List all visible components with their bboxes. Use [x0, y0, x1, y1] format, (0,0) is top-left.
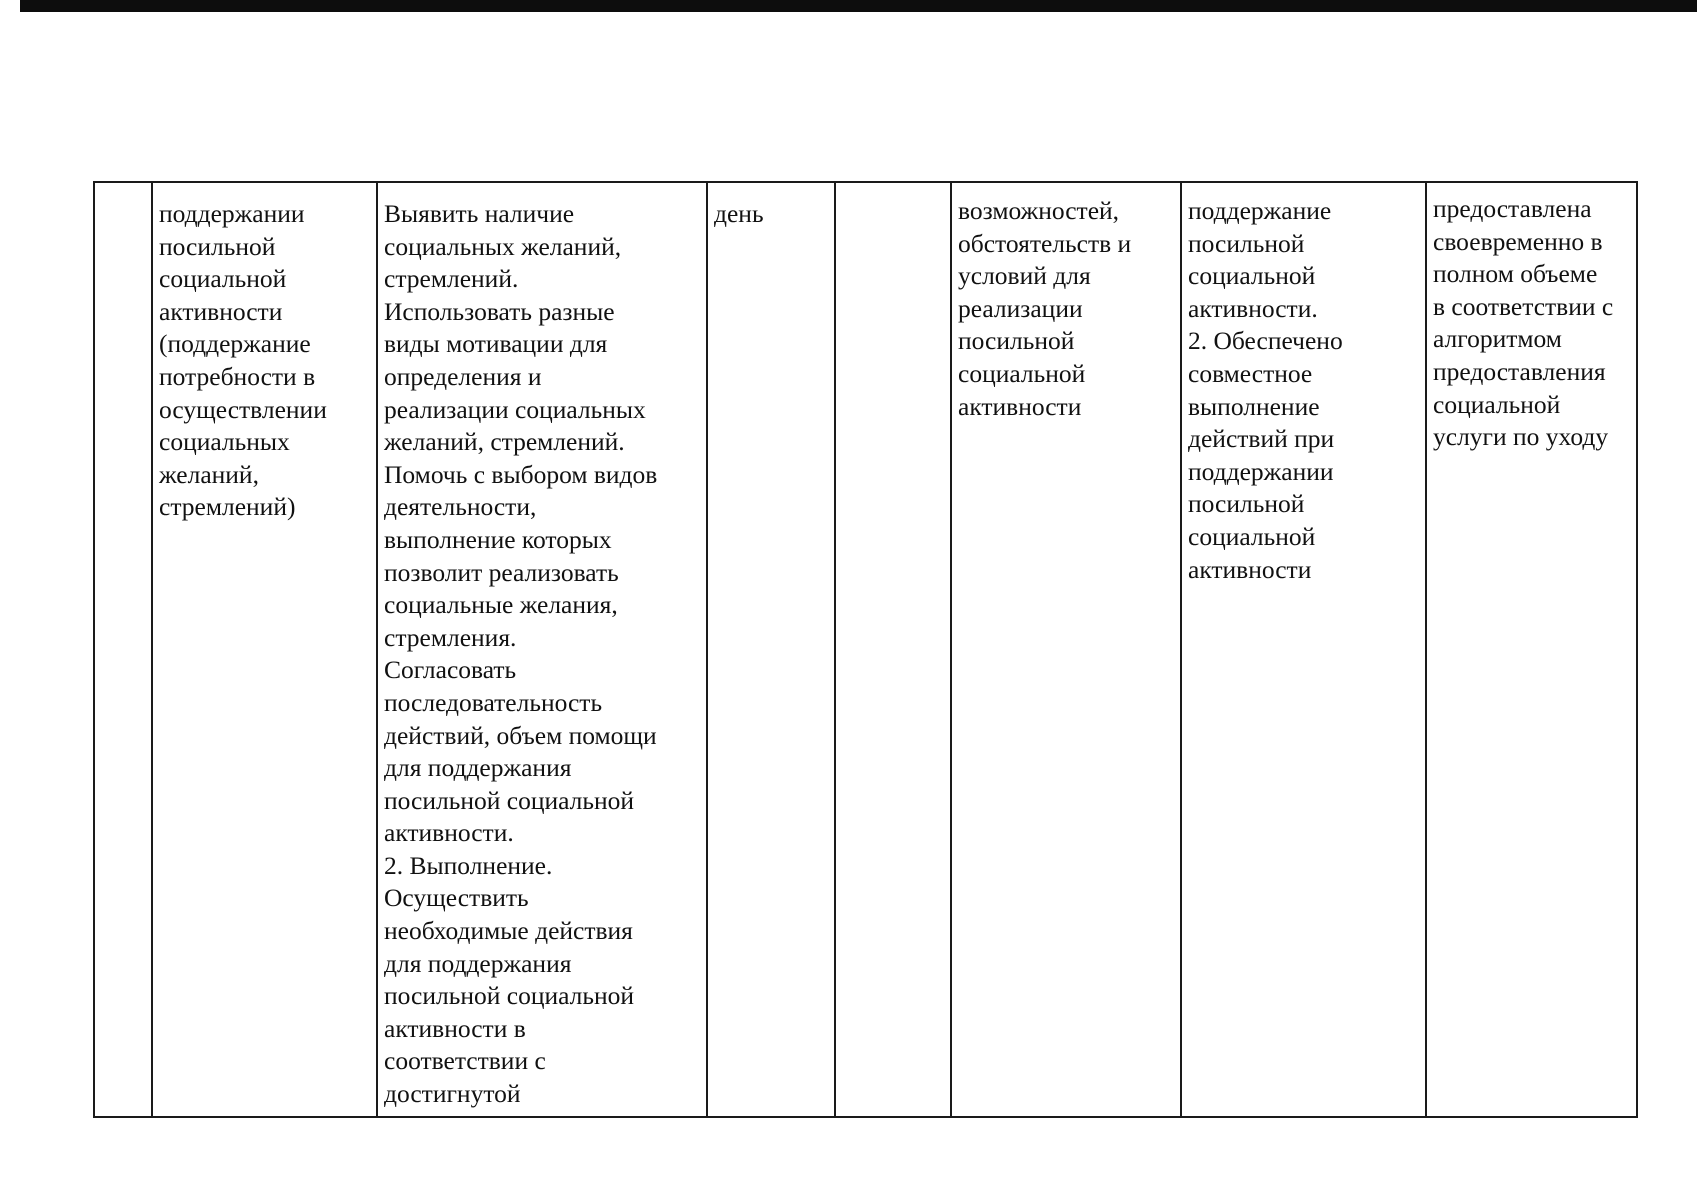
document-table [93, 181, 1638, 1118]
table-cell-conditions: возможностей, обстоятельств и условий для реализации посильной социальной активности [950, 183, 1180, 1116]
table-cell-periodicity: день [706, 183, 834, 1116]
table-cell-evaluation: предоставлена своевременно в полном объеме в соответствии с алгоритмом предоставления социальной услуги по уходу [1425, 183, 1640, 1116]
scan-top-edge [20, 0, 1697, 12]
table-cell-number [95, 183, 151, 1116]
table-cell-service-description: Выявить наличие социальных желаний, стремлений. Использовать разные виды мотивации для определения и реализации социальных желаний, стремлений. Помочь с выбором видов деятельности, выполнение которых позволит реализовать социальные желания, стремления. Согласовать последовательность действий, объем помощи для поддержания посильной социальной активности. 2. Выполнение. Осуществить необходимые действия для поддержания посильной социальной активности в соответствии с достигнутой [376, 183, 706, 1116]
table-cell-service-name: поддержании посильной социальной активности (поддержание потребности в осуществлении социальных желаний, стремлений) [151, 183, 376, 1116]
table-cell-empty [834, 183, 950, 1116]
table-cell-quality-indicators: поддержание посильной социальной активности. 2. Обеспечено совместное выполнение действий при поддержании посильной социальной активности [1180, 183, 1425, 1116]
